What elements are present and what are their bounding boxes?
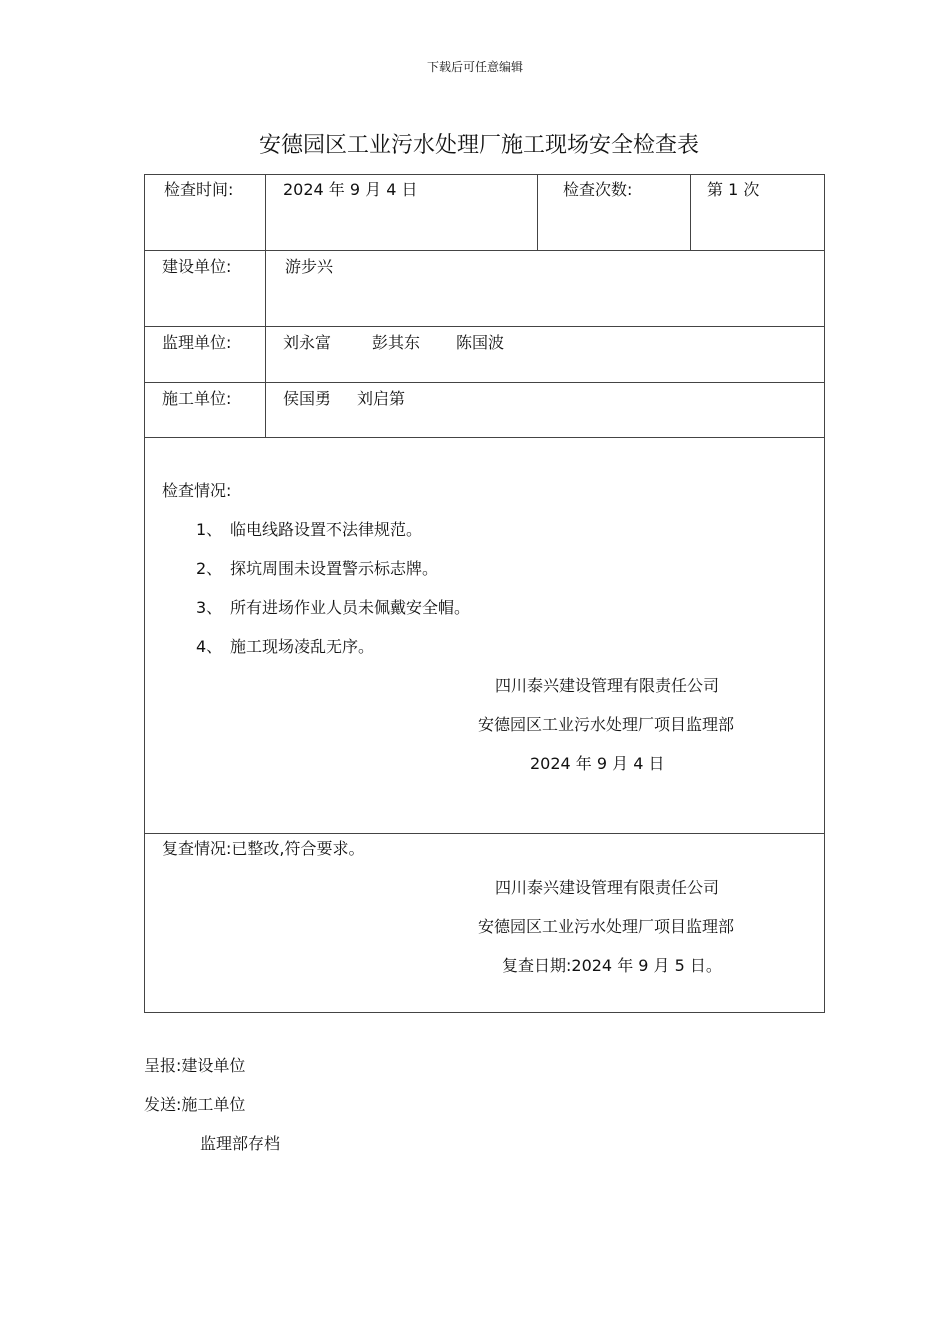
table-column-divider	[537, 174, 538, 251]
table-row-divider	[144, 250, 825, 251]
table-border-bottom	[144, 1012, 825, 1013]
table-row-divider	[144, 382, 825, 383]
inspection-date: 2024 年 9 月 4 日	[530, 754, 665, 773]
table-row-divider	[144, 437, 825, 438]
report-to-line: 呈报:建设单位	[144, 1056, 246, 1075]
inspection-item-number: 4、	[196, 637, 223, 656]
inspection-item-number: 1、	[196, 520, 223, 539]
supervisor-name: 彭其东	[372, 333, 421, 352]
table-border-left	[144, 174, 145, 1013]
builder-value: 游步兴	[285, 257, 334, 276]
inspect-time-label: 检查时间:	[164, 180, 234, 199]
supervisor-name: 陈国波	[456, 333, 505, 352]
table-row-divider	[144, 326, 825, 327]
inspection-label: 检查情况:	[162, 481, 232, 500]
page-title: 安德园区工业污水处理厂施工现场安全检查表	[258, 133, 699, 158]
recheck-date: 复查日期:2024 年 9 月 5 日。	[502, 956, 722, 975]
table-border-right	[824, 174, 825, 1013]
supervisor-label: 监理单位:	[162, 333, 232, 352]
inspection-item-text: 探坑周围未设置警示标志牌。	[230, 559, 439, 578]
contractor-label: 施工单位:	[162, 389, 232, 408]
table-border-top	[144, 174, 825, 175]
table-label-column-divider	[265, 174, 266, 438]
contractor-name: 刘启第	[357, 389, 406, 408]
recheck-text: 复查情况:已整改,符合要求。	[162, 839, 365, 858]
send-to-line: 发送:施工单位	[144, 1095, 246, 1114]
inspection-department: 安德园区工业污水处理厂项目监理部	[478, 715, 735, 734]
table-row-divider	[144, 833, 825, 834]
recheck-department: 安德园区工业污水处理厂项目监理部	[478, 917, 735, 936]
inspect-count-value: 第 1 次	[707, 180, 760, 199]
inspection-item-number: 2、	[196, 559, 223, 578]
builder-label: 建设单位:	[162, 257, 232, 276]
inspection-item-text: 所有进场作业人员未佩戴安全帽。	[230, 598, 471, 617]
inspect-time-value: 2024 年 9 月 4 日	[283, 180, 418, 199]
table-column-divider	[690, 174, 691, 251]
recheck-company: 四川泰兴建设管理有限责任公司	[495, 878, 720, 897]
inspection-item-text: 临电线路设置不法律规范。	[230, 520, 423, 539]
header-note: 下载后可任意编辑	[426, 60, 523, 74]
inspection-item-number: 3、	[196, 598, 223, 617]
inspection-company: 四川泰兴建设管理有限责任公司	[495, 676, 720, 695]
archive-line: 监理部存档	[200, 1134, 281, 1153]
contractor-name: 侯国勇	[283, 389, 332, 408]
inspection-item-text: 施工现场凌乱无序。	[230, 637, 375, 656]
supervisor-name: 刘永富	[283, 333, 332, 352]
inspect-count-label: 检查次数:	[563, 180, 633, 199]
